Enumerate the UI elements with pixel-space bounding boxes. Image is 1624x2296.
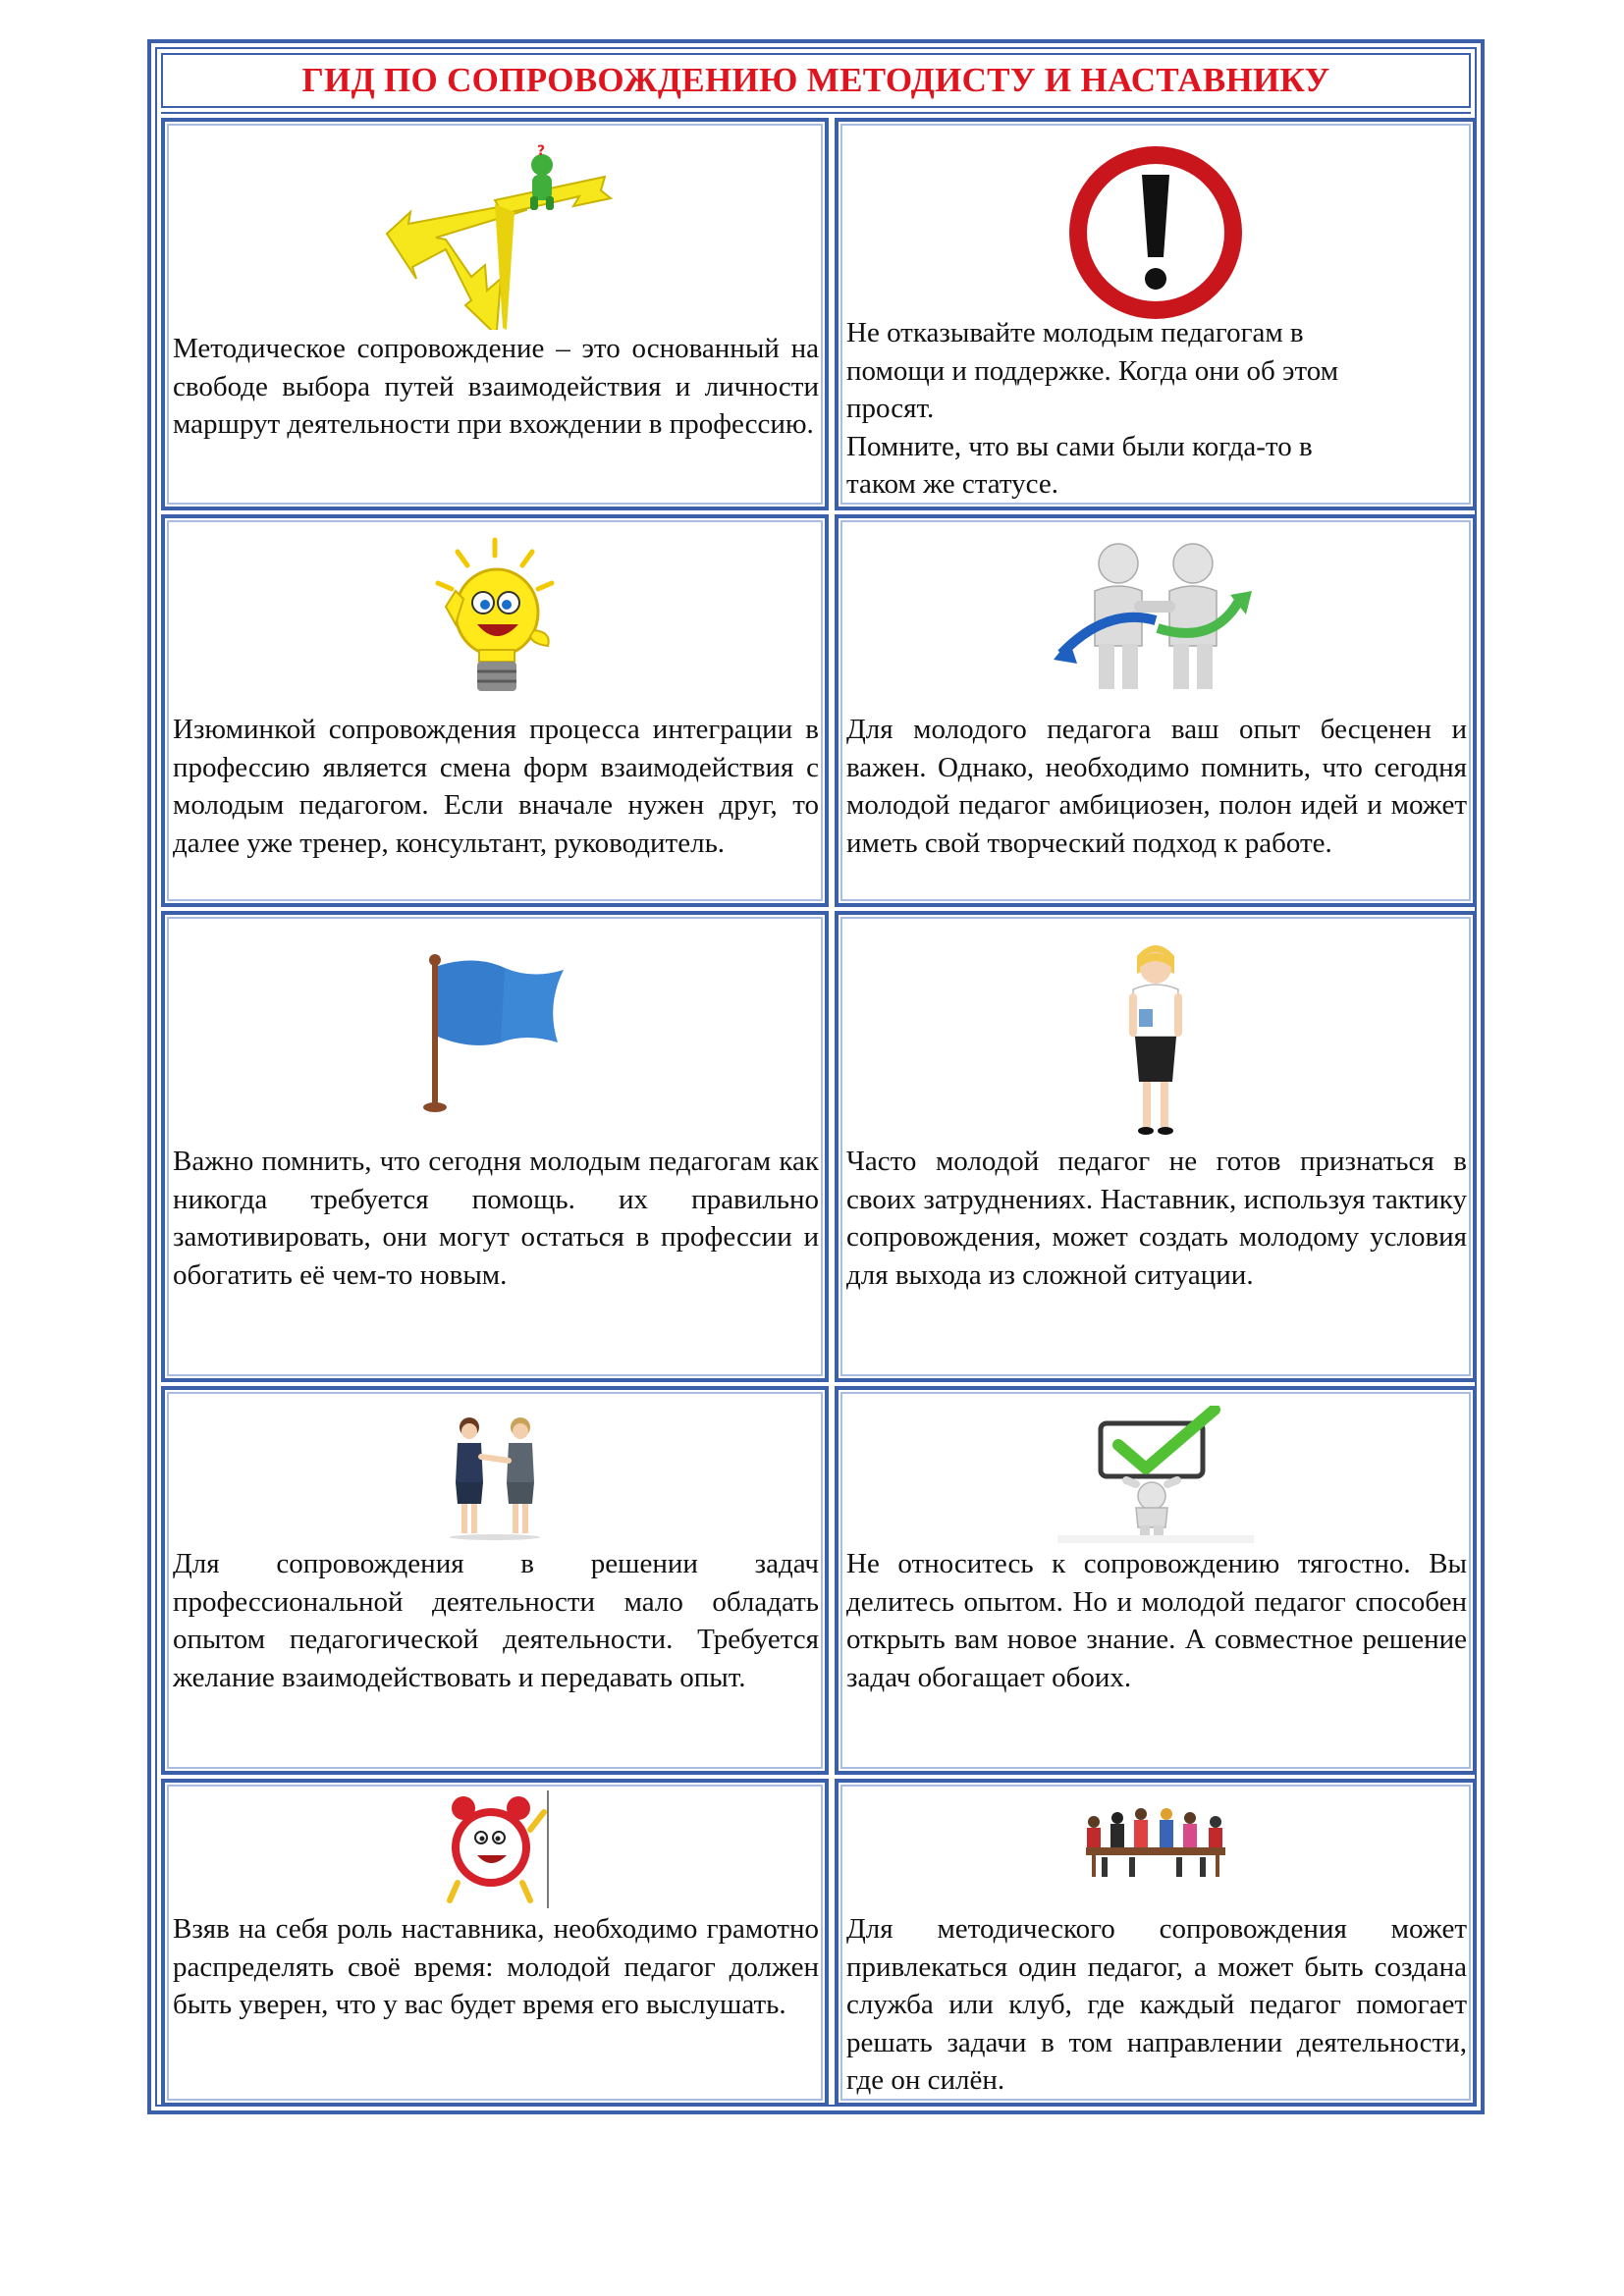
title-box [161,53,1471,108]
handshake-figures-icon [1048,538,1264,695]
card-10 [835,1779,1477,2107]
two-women-handshake-icon [436,1414,554,1541]
card-1-text: Методическое сопровождение – это основанный на свободе выбора путей взаимодействия и личности маршрут деятельности при вхождении в профессию. [173,333,819,440]
card-8-text: Не относитесь к сопровождению тягостно. Вы делитесь опытом. Но и молодой педагог способен открыть вам новое знание. А совместное решение задач обогащает обоих. [846,1548,1467,1693]
card-9-text: Взяв на себя роль наставника, необходимо грамотно распределять своё время: молодой педагог должен быть уверен, что у вас будет время его выслушать. [173,1913,819,2020]
title-divider [161,112,1471,114]
card-2 [835,118,1477,510]
card-10-text: Для методического сопровождения может привлекаться один педагог, а может быть создана служба или клуб, где каждый педагог помогает решать задачи в том направлении деятельности, где он силён. [846,1913,1467,2096]
exclamation-warning-icon [1057,139,1254,326]
lightbulb-idea-icon [426,534,564,711]
card-7 [161,1386,829,1775]
card-1 [161,118,829,510]
card-6-text: Часто молодой педагог не готов признаться в своих затруднениях. Наставник, используя тактику сопровождения, может создать молодому условия для выхода из сложной ситуации. [846,1146,1467,1291]
alarm-clock-icon [436,1789,554,1910]
card-9 [161,1779,829,2107]
card-3-text: Изюминкой сопровождения процесса интеграции в профессию является смена форм взаимодействия с молодым педагогом. Если вначале нужен друг, то далее уже тренер, консультант, руководитель. [173,714,819,859]
svg-text:?: ? [537,143,546,159]
card-4-text: Для молодого педагога ваш опыт бесценен и важен. Однако, необходимо помнить, что сегодня молодой педагог амбициозен, полон идей и может иметь свой творческий подход к работе. [846,714,1467,859]
page-title: ГИД ПО СОПРОВОЖДЕНИЮ МЕТОДИСТУ И НАСТАВНИКУ [301,61,1330,99]
blue-flag-icon [416,948,573,1115]
card-6 [835,911,1477,1382]
card-5-text: Важно помнить, что сегодня молодым педагогам как никогда требуется помощь. их правильно замотивировать, они могут остаться в профессии и обогатить её чем-то новым. [173,1146,819,1291]
card-3 [161,514,829,907]
card-7-text: Для сопровождения в решении задач профессиональной деятельности мало обладать опытом педагогической деятельности. Требуется желание взаимодействовать и передавать опыт. [173,1548,819,1693]
checkmark-figure-icon [1057,1406,1254,1543]
crossroads-arrows-icon [377,143,613,330]
card-8 [835,1386,1477,1775]
card-4 [835,514,1477,907]
team-meeting-icon [1072,1802,1239,1881]
card-5 [161,911,829,1382]
business-woman-icon [1111,934,1200,1141]
card-2-text: Не отказывайте молодым педагогам в помощи и поддержке. Когда они об этом просят. Помните, что вы сами были когда-то в таком же статусе. [846,317,1339,500]
